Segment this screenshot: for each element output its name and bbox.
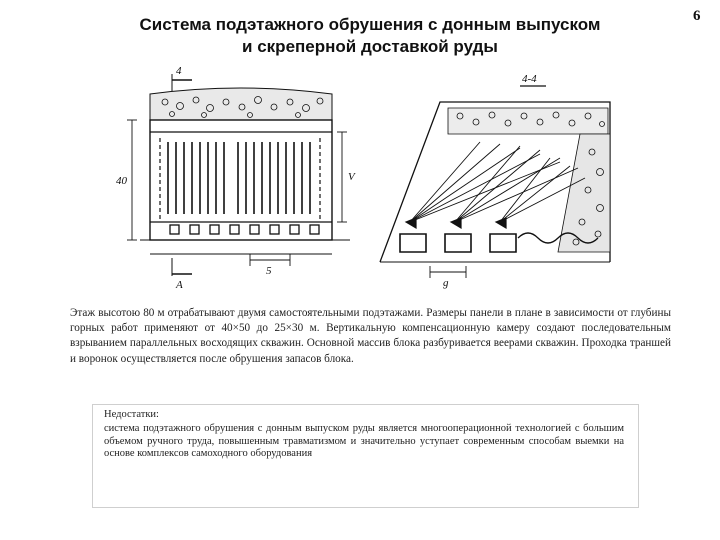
cross-section-view: [380, 86, 610, 278]
front-elevation-view: [127, 74, 350, 276]
dimension-label-bottom: 5: [266, 265, 272, 277]
dimension-label-sublevel: V: [348, 171, 355, 183]
mining-system-diagram: [110, 62, 640, 290]
section-marker-top: 4: [176, 65, 182, 77]
page-number: 6: [693, 8, 701, 24]
dimension-label-height: 40: [116, 175, 127, 187]
dimension-label-drift-spacing: g: [443, 277, 449, 289]
slide-title: [60, 14, 680, 58]
title-line-1: Система подэтажного обрушения с донным выпуском: [139, 15, 601, 34]
description-paragraph: Этаж высотою 80 м отрабатывают двумя самостоятельными подэтажами. Размеры панели в плане в зависимости от глубины горных работ применяют от 40×50 до 25×30 м. Вертикальную компенсационную камеру создают последовательным взрыванием параллельных восходящих скважин. Основной массив блока разбуривается веерами скважин. Проходка траншей и воронок осуществляется после обрушения запасов блока.: [70, 307, 671, 365]
disadvantages-text: система подэтажного обрушения с донным выпуском руды является многооперационной технологией с большим объемом ручного труда, повышенным травматизмом и значительно уступает современным способам выемки на основе комплексов самоходного оборудования: [104, 423, 624, 460]
section-marker-bottom: A: [176, 279, 183, 290]
disadvantages-heading: Недостатки:: [104, 409, 159, 420]
title-line-2: и скреперной доставкой руды: [242, 37, 498, 56]
section-title-label: 4-4: [522, 73, 537, 85]
